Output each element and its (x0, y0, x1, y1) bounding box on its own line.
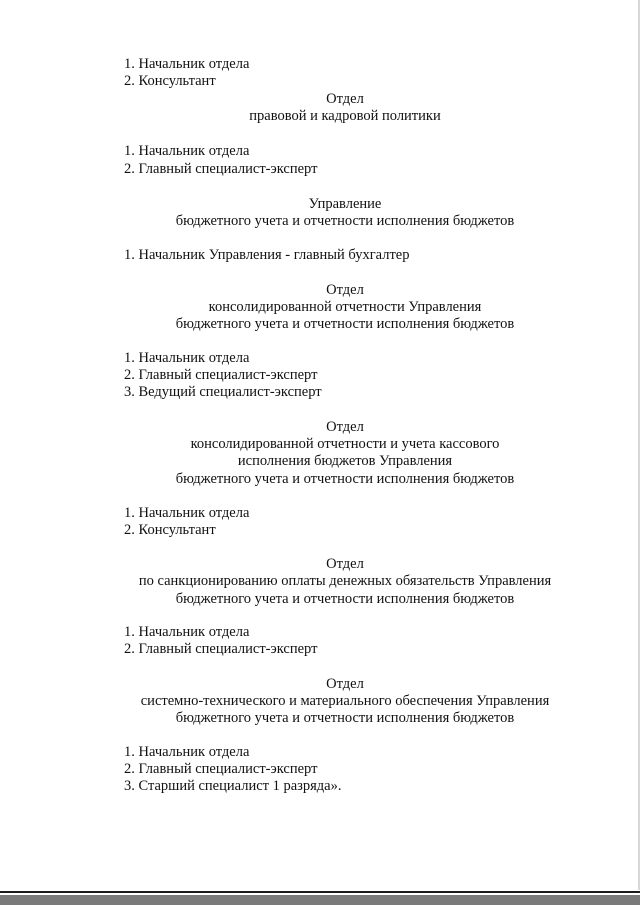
scan-edge-bottom (0, 891, 640, 905)
section-heading: бюджетного учета и отчетности исполнения бюджетов (175, 316, 515, 332)
section-heading: Отдел (326, 419, 364, 435)
list-item: 1. Начальник отдела (124, 143, 250, 159)
section-heading: Отдел (326, 282, 364, 298)
section-heading: системно-технического и материального обеспечения Управления (140, 693, 550, 709)
section-heading: Отдел (326, 91, 364, 107)
list-item: 3. Ведущий специалист-эксперт (124, 384, 322, 400)
list-item: 1. Начальник Управления - главный бухгалтер (124, 247, 410, 263)
section-heading: консолидированной отчетности Управления (208, 299, 482, 315)
list-item: 1. Начальник отдела (124, 56, 250, 72)
list-item: 1. Начальник отдела (124, 350, 250, 366)
section-heading: бюджетного учета и отчетности исполнения бюджетов (175, 471, 515, 487)
section-heading: Отдел (326, 676, 364, 692)
section-heading: Управление (308, 196, 382, 212)
list-item: 2. Главный специалист-эксперт (124, 161, 318, 177)
list-item: 2. Консультант (124, 522, 216, 538)
section-heading: исполнения бюджетов Управления (237, 453, 453, 469)
section-heading: бюджетного учета и отчетности исполнения бюджетов (175, 213, 515, 229)
list-item: 2. Главный специалист-эксперт (124, 367, 318, 383)
list-item: 2. Консультант (124, 73, 216, 89)
list-item: 3. Старший специалист 1 разряда». (124, 778, 342, 794)
section-heading: консолидированной отчетности и учета кассового (190, 436, 500, 452)
section-heading: правовой и кадровой политики (249, 108, 441, 124)
list-item: 1. Начальник отдела (124, 744, 250, 760)
list-item: 2. Главный специалист-эксперт (124, 761, 318, 777)
list-item: 2. Главный специалист-эксперт (124, 641, 318, 657)
section-heading: бюджетного учета и отчетности исполнения бюджетов (175, 591, 515, 607)
section-heading: Отдел (326, 556, 364, 572)
section-heading: бюджетного учета и отчетности исполнения бюджетов (175, 710, 515, 726)
list-item: 1. Начальник отдела (124, 505, 250, 521)
section-heading: по санкционированию оплаты денежных обязательств Управления (138, 573, 552, 589)
list-item: 1. Начальник отдела (124, 624, 250, 640)
